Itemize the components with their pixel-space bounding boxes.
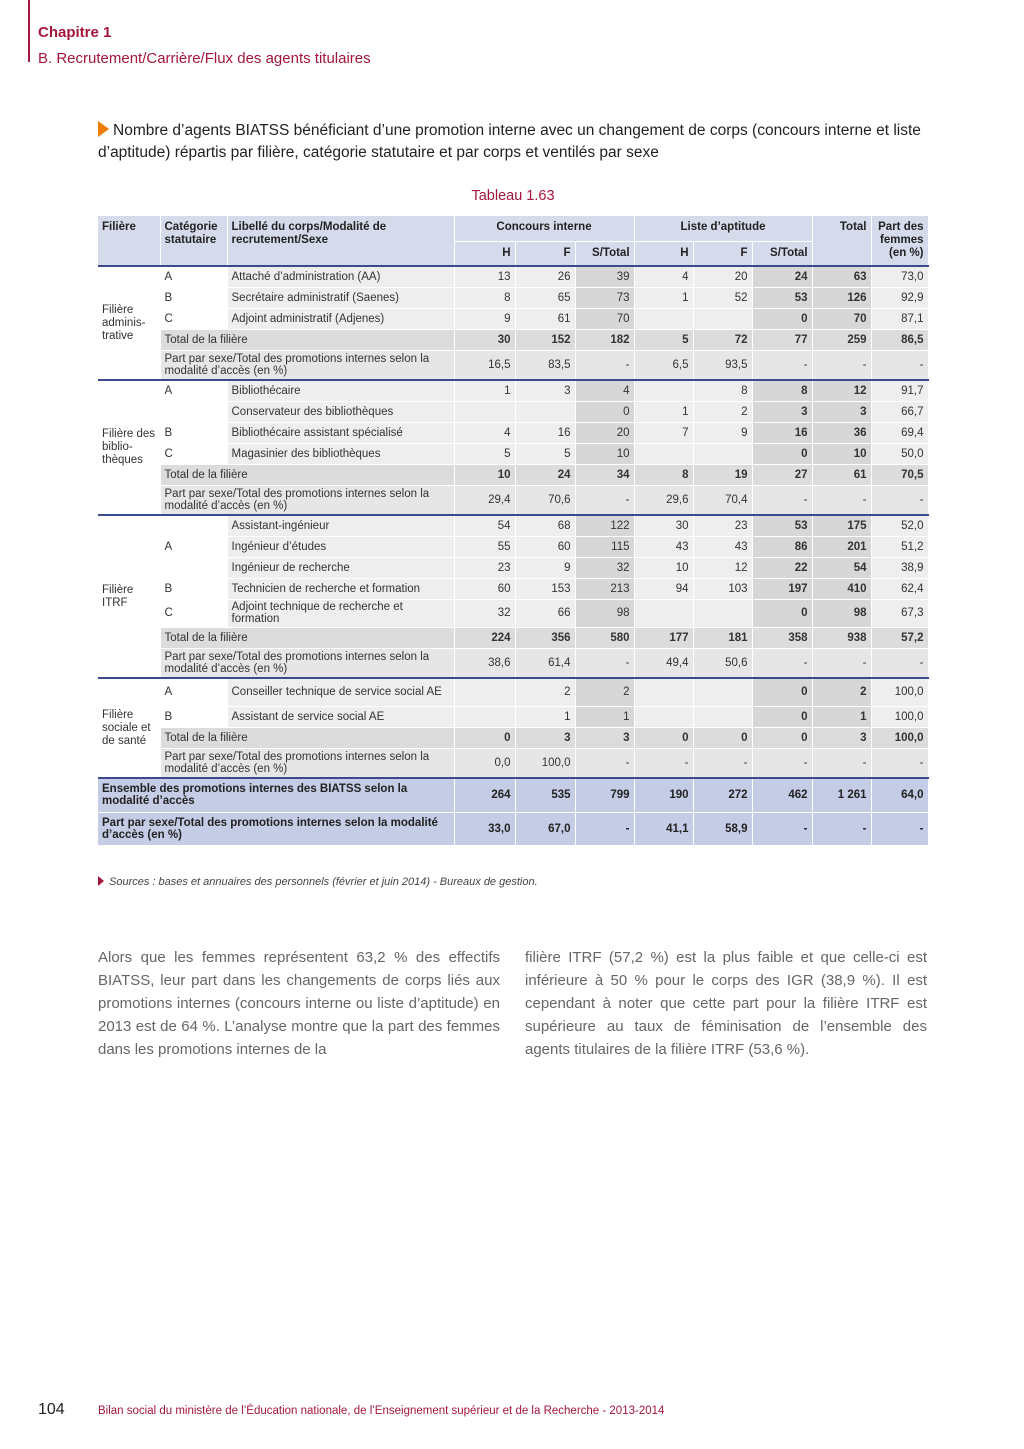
value-cell-tot: 54	[812, 557, 871, 578]
part-label: Part par sexe/Total des promotions internes selon la modalité d’accès (en %)	[160, 350, 454, 380]
header-part-femmes: Part des femmes (en %)	[871, 216, 928, 266]
part-cell-lh: 49,4	[634, 648, 693, 678]
table-body	[98, 266, 928, 845]
value-cell-cf: 66	[515, 599, 575, 627]
value-cell-cf: 65	[515, 287, 575, 308]
value-cell-lf	[693, 599, 752, 627]
table-row	[98, 557, 928, 578]
part-cell-pct: -	[871, 648, 928, 678]
value-cell-cs: 0	[575, 401, 634, 422]
value-cell-pct: 87,1	[871, 308, 928, 329]
ensemble-cell-ls: 462	[752, 778, 812, 812]
libelle-cell: Assistant de service social AE	[227, 706, 454, 727]
table-row	[98, 380, 928, 401]
part-cell-ch: 16,5	[454, 350, 515, 380]
total-cell-ch: 224	[454, 627, 515, 648]
libelle-cell: Ingénieur de recherche	[227, 557, 454, 578]
total-label: Total de la filière	[160, 329, 454, 350]
value-cell-ls: 53	[752, 287, 812, 308]
value-cell-ch: 60	[454, 578, 515, 599]
value-cell-cs: 32	[575, 557, 634, 578]
part-cell-tot: -	[812, 748, 871, 778]
table-row	[98, 308, 928, 329]
ensemble_part-cell-tot: -	[812, 812, 871, 845]
header-ci-h: H	[454, 241, 515, 266]
libelle-cell: Technicien de recherche et formation	[227, 578, 454, 599]
value-cell-lh: 30	[634, 515, 693, 536]
total-row	[98, 329, 928, 350]
value-cell-lh	[634, 678, 693, 706]
part-cell-lh: 29,6	[634, 485, 693, 515]
header-la-f: F	[693, 241, 752, 266]
total-label: Total de la filière	[160, 627, 454, 648]
libelle-cell: Conservateur des bibliothèques	[227, 401, 454, 422]
categorie-cell	[160, 515, 227, 536]
value-cell-cs: 213	[575, 578, 634, 599]
value-cell-lf: 12	[693, 557, 752, 578]
value-cell-ls: 86	[752, 536, 812, 557]
libelle-cell: Bibliothécaire assistant spécialisé	[227, 422, 454, 443]
body-text-column-1: Alors que les femmes représentent 63,2 % des effectifs BIATSS, leur part dans les changements de corps liés aux promotions internes (concours interne ou liste d’aptitude) en 2013 est de 64 %. L’analyse montre que la part des femmes dans les promotions internes de la	[98, 949, 500, 1058]
value-cell-tot: 10	[812, 443, 871, 464]
categorie-cell: A	[160, 678, 227, 706]
part-cell-ls: -	[752, 748, 812, 778]
categorie-cell: B	[160, 706, 227, 727]
body-text-column-2: filière ITRF (57,2 %) est la plus faible et que celle-ci est inférieure à 50 % pour le corps des IGR (38,9 %). Il est cependant à noter que cette part pour la filière ITRF est supérieure au taux de féminisation de l’ensemble des agents titulaires de la filière ITRF (53,6 %).	[525, 949, 927, 1058]
table-intro	[98, 120, 928, 164]
value-cell-cf: 9	[515, 557, 575, 578]
value-cell-tot: 126	[812, 287, 871, 308]
part-cell-tot: -	[812, 485, 871, 515]
value-cell-cs: 70	[575, 308, 634, 329]
value-cell-lh: 43	[634, 536, 693, 557]
value-cell-pct: 73,0	[871, 266, 928, 287]
part-row	[98, 485, 928, 515]
value-cell-ch: 13	[454, 266, 515, 287]
value-cell-cf: 60	[515, 536, 575, 557]
ensemble_part-cell-cs: -	[575, 812, 634, 845]
part-cell-cf: 70,6	[515, 485, 575, 515]
total-cell-lh: 8	[634, 464, 693, 485]
libelle-cell: Adjoint administratif (Adjenes)	[227, 308, 454, 329]
total-cell-pct: 57,2	[871, 627, 928, 648]
libelle-cell: Assistant-ingénieur	[227, 515, 454, 536]
part-cell-ch: 29,4	[454, 485, 515, 515]
table-row	[98, 599, 928, 627]
value-cell-lh	[634, 599, 693, 627]
total-cell-cf: 24	[515, 464, 575, 485]
value-cell-lf	[693, 678, 752, 706]
header-ci-f: F	[515, 241, 575, 266]
part-cell-lh: 6,5	[634, 350, 693, 380]
value-cell-pct: 69,4	[871, 422, 928, 443]
value-cell-cf: 26	[515, 266, 575, 287]
ensemble-cell-pct: 64,0	[871, 778, 928, 812]
header-liste-aptitude: Liste d’aptitude	[634, 216, 812, 241]
value-cell-tot: 63	[812, 266, 871, 287]
value-cell-lf	[693, 308, 752, 329]
value-cell-lf: 9	[693, 422, 752, 443]
value-cell-lf: 23	[693, 515, 752, 536]
value-cell-pct: 100,0	[871, 706, 928, 727]
ensemble-cell-cf: 535	[515, 778, 575, 812]
table-row	[98, 536, 928, 557]
source-text: Sources : bases et annuaires des personnels (février et juin 2014) - Bureaux de gestion.	[109, 876, 538, 888]
ensemble-part-row	[98, 812, 928, 845]
part-cell-pct: -	[871, 485, 928, 515]
value-cell-cs: 39	[575, 266, 634, 287]
total-cell-cf: 356	[515, 627, 575, 648]
part-cell-lf: 93,5	[693, 350, 752, 380]
total-row	[98, 727, 928, 748]
part-cell-lh: -	[634, 748, 693, 778]
value-cell-ls: 22	[752, 557, 812, 578]
value-cell-lf: 20	[693, 266, 752, 287]
categorie-cell: C	[160, 308, 227, 329]
value-cell-cs: 122	[575, 515, 634, 536]
ensemble-label: Ensemble des promotions internes des BIATSS selon la modalité d’accès	[98, 778, 454, 812]
table-source	[98, 876, 538, 888]
categorie-cell: A	[160, 380, 227, 401]
value-cell-pct: 62,4	[871, 578, 928, 599]
ensemble_part-cell-lf: 58,9	[693, 812, 752, 845]
value-cell-ch: 1	[454, 380, 515, 401]
value-cell-tot: 12	[812, 380, 871, 401]
ensemble-cell-lf: 272	[693, 778, 752, 812]
part-cell-cf: 61,4	[515, 648, 575, 678]
header-ci-stotal: S/Total	[575, 241, 634, 266]
filiere-label: Filière sociale et de santé	[98, 678, 160, 778]
value-cell-cs: 73	[575, 287, 634, 308]
total-row	[98, 464, 928, 485]
libelle-cell: Attaché d’administration (AA)	[227, 266, 454, 287]
value-cell-tot: 410	[812, 578, 871, 599]
value-cell-lh: 10	[634, 557, 693, 578]
value-cell-pct: 50,0	[871, 443, 928, 464]
ensemble_part-cell-lh: 41,1	[634, 812, 693, 845]
value-cell-ch	[454, 401, 515, 422]
value-cell-ls: 0	[752, 443, 812, 464]
section-title: B. Recrutement/Carrière/Flux des agents titulaires	[38, 50, 371, 67]
part-cell-cf: 100,0	[515, 748, 575, 778]
total-cell-ch: 30	[454, 329, 515, 350]
value-cell-tot: 98	[812, 599, 871, 627]
total-cell-tot: 61	[812, 464, 871, 485]
value-cell-pct: 100,0	[871, 678, 928, 706]
total-row	[98, 627, 928, 648]
value-cell-cf: 1	[515, 706, 575, 727]
value-cell-ls: 197	[752, 578, 812, 599]
value-cell-pct: 92,9	[871, 287, 928, 308]
header-libelle: Libellé du corps/Modalité de recrutement/Sexe	[227, 216, 454, 266]
total-cell-ls: 27	[752, 464, 812, 485]
value-cell-ls: 8	[752, 380, 812, 401]
value-cell-lh: 7	[634, 422, 693, 443]
total-cell-cs: 580	[575, 627, 634, 648]
total-cell-lf: 0	[693, 727, 752, 748]
value-cell-lh: 4	[634, 266, 693, 287]
value-cell-ch: 5	[454, 443, 515, 464]
total-cell-pct: 70,5	[871, 464, 928, 485]
value-cell-cs: 98	[575, 599, 634, 627]
table-row	[98, 578, 928, 599]
total-cell-lh: 177	[634, 627, 693, 648]
red-arrow-icon	[98, 876, 104, 886]
total-cell-tot: 259	[812, 329, 871, 350]
categorie-cell: A	[160, 536, 227, 557]
part-cell-tot: -	[812, 350, 871, 380]
total-cell-cs: 182	[575, 329, 634, 350]
part-cell-cs: -	[575, 485, 634, 515]
categorie-cell: B	[160, 578, 227, 599]
value-cell-ch: 54	[454, 515, 515, 536]
header-rule	[28, 0, 30, 62]
part-cell-lf: -	[693, 748, 752, 778]
table-row	[98, 443, 928, 464]
total-cell-lh: 0	[634, 727, 693, 748]
value-cell-tot: 36	[812, 422, 871, 443]
value-cell-pct: 67,3	[871, 599, 928, 627]
value-cell-tot: 70	[812, 308, 871, 329]
intro-text: Nombre d’agents BIATSS bénéficiant d’une promotion interne avec un changement de corps (concours interne et liste d’aptitude) répartis par filière, catégorie statutaire et par corps et ventilés par sexe	[98, 122, 921, 161]
libelle-cell: Secrétaire administratif (Saenes)	[227, 287, 454, 308]
part-cell-lf: 50,6	[693, 648, 752, 678]
table-title: Tableau 1.63	[471, 188, 555, 204]
value-cell-cs: 1	[575, 706, 634, 727]
value-cell-cf	[515, 401, 575, 422]
value-cell-cf: 153	[515, 578, 575, 599]
value-cell-lf	[693, 443, 752, 464]
value-cell-lf: 2	[693, 401, 752, 422]
libelle-cell: Ingénieur d’études	[227, 536, 454, 557]
table-row	[98, 266, 928, 287]
part-label: Part par sexe/Total des promotions internes selon la modalité d’accès (en %)	[160, 748, 454, 778]
categorie-cell: C	[160, 599, 227, 627]
value-cell-cf: 61	[515, 308, 575, 329]
value-cell-lh	[634, 308, 693, 329]
ensemble-cell-cs: 799	[575, 778, 634, 812]
total-cell-lh: 5	[634, 329, 693, 350]
total-cell-ch: 0	[454, 727, 515, 748]
value-cell-ch: 23	[454, 557, 515, 578]
value-cell-ch: 9	[454, 308, 515, 329]
categorie-cell: B	[160, 287, 227, 308]
value-cell-cf: 2	[515, 678, 575, 706]
part-cell-ch: 38,6	[454, 648, 515, 678]
value-cell-ch: 32	[454, 599, 515, 627]
ensemble_part-cell-cf: 67,0	[515, 812, 575, 845]
value-cell-ch	[454, 706, 515, 727]
value-cell-cf: 68	[515, 515, 575, 536]
total-cell-lf: 181	[693, 627, 752, 648]
total-label: Total de la filière	[160, 727, 454, 748]
header-la-stotal: S/Total	[752, 241, 812, 266]
total-cell-ls: 358	[752, 627, 812, 648]
total-cell-lf: 72	[693, 329, 752, 350]
value-cell-cs: 115	[575, 536, 634, 557]
part-label: Part par sexe/Total des promotions internes selon la modalité d’accès (en %)	[160, 485, 454, 515]
ensemble-cell-lh: 190	[634, 778, 693, 812]
value-cell-cf: 5	[515, 443, 575, 464]
table-row	[98, 678, 928, 706]
total-cell-cf: 152	[515, 329, 575, 350]
footer-text: Bilan social du ministère de l’Éducation nationale, de l’Enseignement supérieur et de la Recherche - 2013-2014	[98, 1405, 665, 1417]
value-cell-cs: 4	[575, 380, 634, 401]
value-cell-cf: 3	[515, 380, 575, 401]
value-cell-cs: 20	[575, 422, 634, 443]
libelle-cell: Adjoint technique de recherche et formation	[227, 599, 454, 627]
part-cell-cs: -	[575, 748, 634, 778]
value-cell-ch: 55	[454, 536, 515, 557]
value-cell-lh: 94	[634, 578, 693, 599]
promotions-table	[98, 216, 929, 846]
total-cell-tot: 938	[812, 627, 871, 648]
part-cell-cs: -	[575, 648, 634, 678]
value-cell-tot: 175	[812, 515, 871, 536]
value-cell-ls: 3	[752, 401, 812, 422]
ensemble_part-cell-ch: 33,0	[454, 812, 515, 845]
libelle-cell: Conseiller technique de service social AE	[227, 678, 454, 706]
part-cell-lf: 70,4	[693, 485, 752, 515]
total-cell-cf: 3	[515, 727, 575, 748]
page-number: 104	[38, 1401, 65, 1418]
value-cell-lf: 52	[693, 287, 752, 308]
ensemble_part-label: Part par sexe/Total des promotions internes selon la modalité d’accès (en %)	[98, 812, 454, 845]
value-cell-lh	[634, 380, 693, 401]
table-row	[98, 422, 928, 443]
orange-arrow-icon	[98, 121, 109, 137]
part-cell-tot: -	[812, 648, 871, 678]
part-cell-pct: -	[871, 748, 928, 778]
table-row	[98, 706, 928, 727]
value-cell-ch: 8	[454, 287, 515, 308]
total-cell-pct: 100,0	[871, 727, 928, 748]
part-cell-pct: -	[871, 350, 928, 380]
value-cell-pct: 38,9	[871, 557, 928, 578]
part-cell-ls: -	[752, 485, 812, 515]
ensemble_part-cell-ls: -	[752, 812, 812, 845]
filiere-label: Filière ITRF	[98, 515, 160, 678]
header-total: Total	[812, 216, 871, 266]
part-cell-cf: 83,5	[515, 350, 575, 380]
header-concours-interne: Concours interne	[454, 216, 634, 241]
part-row	[98, 648, 928, 678]
table-row	[98, 287, 928, 308]
ensemble-cell-tot: 1 261	[812, 778, 871, 812]
table-row	[98, 401, 928, 422]
value-cell-lf	[693, 706, 752, 727]
total-cell-ch: 10	[454, 464, 515, 485]
total-cell-lf: 19	[693, 464, 752, 485]
categorie-cell	[160, 401, 227, 422]
value-cell-ls: 0	[752, 678, 812, 706]
value-cell-ls: 0	[752, 706, 812, 727]
part-cell-ls: -	[752, 350, 812, 380]
value-cell-lh	[634, 443, 693, 464]
total-cell-tot: 3	[812, 727, 871, 748]
total-cell-ls: 0	[752, 727, 812, 748]
total-cell-ls: 77	[752, 329, 812, 350]
value-cell-cs: 10	[575, 443, 634, 464]
value-cell-ls: 16	[752, 422, 812, 443]
categorie-cell: A	[160, 266, 227, 287]
value-cell-pct: 91,7	[871, 380, 928, 401]
part-label: Part par sexe/Total des promotions internes selon la modalité d’accès (en %)	[160, 648, 454, 678]
header-filiere: Filière	[98, 216, 160, 266]
chapter-title: Chapitre 1	[38, 24, 112, 41]
value-cell-ls: 0	[752, 308, 812, 329]
value-cell-ch: 4	[454, 422, 515, 443]
header-categorie: Catégorie statutaire	[160, 216, 227, 266]
libelle-cell: Magasinier des bibliothèques	[227, 443, 454, 464]
table-row	[98, 515, 928, 536]
total-label: Total de la filière	[160, 464, 454, 485]
libelle-cell: Bibliothécaire	[227, 380, 454, 401]
value-cell-lh: 1	[634, 401, 693, 422]
value-cell-ls: 0	[752, 599, 812, 627]
filiere-label: Filière adminis-trative	[98, 266, 160, 380]
value-cell-ch	[454, 678, 515, 706]
value-cell-ls: 53	[752, 515, 812, 536]
total-cell-pct: 86,5	[871, 329, 928, 350]
value-cell-cs: 2	[575, 678, 634, 706]
part-row	[98, 748, 928, 778]
categorie-cell: B	[160, 422, 227, 443]
value-cell-lh	[634, 706, 693, 727]
part-cell-cs: -	[575, 350, 634, 380]
value-cell-ls: 24	[752, 266, 812, 287]
header-la-h: H	[634, 241, 693, 266]
ensemble-cell-ch: 264	[454, 778, 515, 812]
filiere-label: Filière des biblio-thèques	[98, 380, 160, 515]
value-cell-tot: 1	[812, 706, 871, 727]
value-cell-lf: 43	[693, 536, 752, 557]
part-row	[98, 350, 928, 380]
value-cell-tot: 3	[812, 401, 871, 422]
part-cell-ch: 0,0	[454, 748, 515, 778]
value-cell-tot: 201	[812, 536, 871, 557]
total-cell-cs: 34	[575, 464, 634, 485]
value-cell-lf: 103	[693, 578, 752, 599]
value-cell-pct: 66,7	[871, 401, 928, 422]
part-cell-ls: -	[752, 648, 812, 678]
categorie-cell	[160, 557, 227, 578]
value-cell-pct: 52,0	[871, 515, 928, 536]
total-cell-cs: 3	[575, 727, 634, 748]
ensemble-row	[98, 778, 928, 812]
value-cell-pct: 51,2	[871, 536, 928, 557]
value-cell-cf: 16	[515, 422, 575, 443]
value-cell-lh: 1	[634, 287, 693, 308]
value-cell-lf: 8	[693, 380, 752, 401]
value-cell-tot: 2	[812, 678, 871, 706]
categorie-cell: C	[160, 443, 227, 464]
ensemble_part-cell-pct: -	[871, 812, 928, 845]
